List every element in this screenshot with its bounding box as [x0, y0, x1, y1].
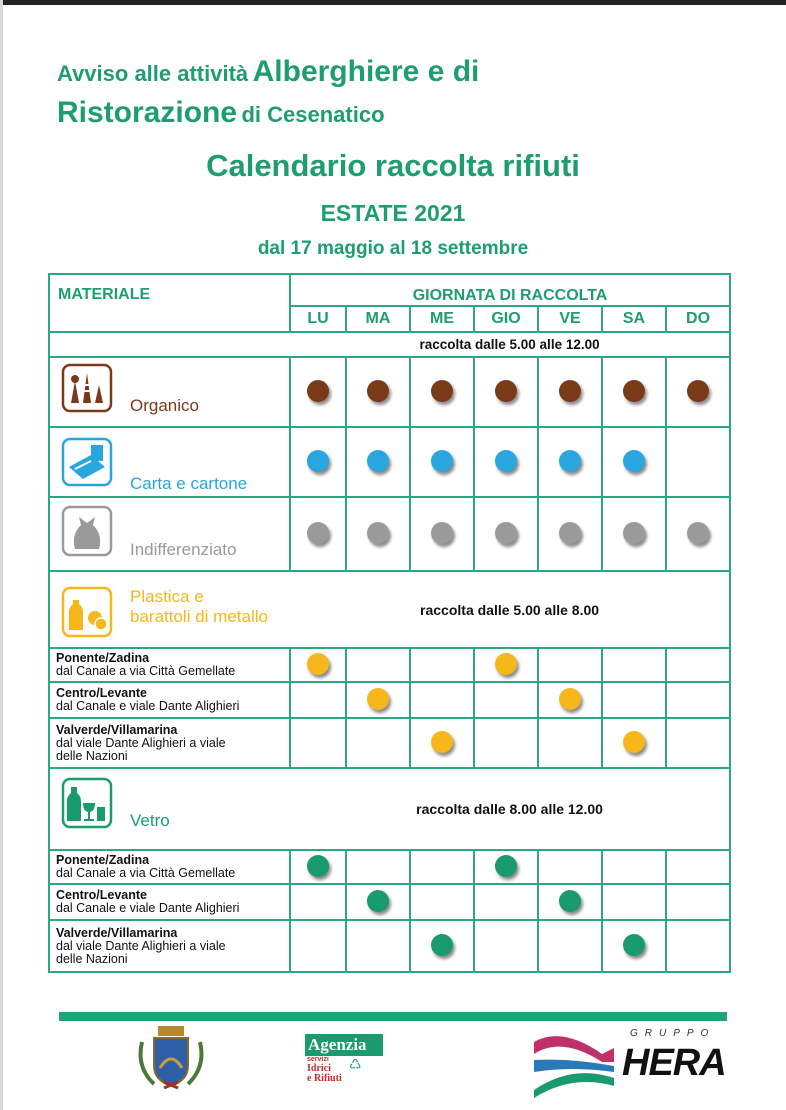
paper-dot — [623, 450, 645, 472]
organic-label: Organico — [130, 396, 199, 415]
zone-name: Centro/Levante — [56, 888, 147, 902]
day-header: MA — [346, 306, 410, 332]
intro-heading: Avviso alle attività Alberghiere e di Ristorazione di Cesenatico — [57, 55, 480, 129]
zone-name: Centro/Levante — [56, 686, 147, 700]
page-title: Calendario raccolta rifiuti — [206, 148, 580, 183]
recycle-icon: ♺ — [349, 1056, 362, 1072]
plastic-label: Plastica e barattoli di metallo — [130, 587, 268, 626]
zone-desc: dal Canale e viale Dante Alighieri — [56, 699, 240, 713]
day-header: DO — [666, 306, 730, 332]
organic-dot — [307, 380, 329, 402]
plastic-waste-icon — [61, 586, 113, 641]
hera-logo — [532, 1028, 726, 1098]
collection-day-header: GIORNATA DI RACCOLTA — [290, 274, 730, 306]
paper-dot — [367, 450, 389, 472]
organic-waste-icon — [61, 363, 113, 416]
glass-waste-icon — [61, 777, 113, 832]
zone-desc: dal Canale a via Città Gemellate — [56, 866, 236, 880]
plastic-zone-dot — [431, 731, 453, 753]
glass-zone-row — [49, 920, 730, 972]
paper-dot — [431, 450, 453, 472]
day-header: LU — [290, 306, 346, 332]
residual-dot — [307, 522, 329, 544]
organic-material-cell — [49, 357, 290, 427]
zone-name: Ponente/Zadina — [56, 853, 150, 867]
plastic-zone-row — [49, 648, 730, 682]
season-label: ESTATE 2021 — [320, 200, 466, 226]
glass-zone-dot — [495, 855, 517, 877]
plastic-zone-dot — [559, 688, 581, 710]
agenzia-logo: Agenzia servizi Idrici e Rifiuti ♺ — [305, 1034, 383, 1086]
main-hours-note: raccolta dalle 5.00 alle 12.00 — [290, 332, 730, 357]
glass-row — [49, 768, 730, 850]
zone-desc: dal Canale a via Città Gemellate — [56, 664, 236, 678]
agenzia-logo-title: Agenzia — [305, 1034, 383, 1056]
day-header: ME — [410, 306, 474, 332]
zone-desc: dal viale Dante Alighieri a viale — [56, 938, 226, 953]
organic-dot — [367, 380, 389, 402]
plastic-material-cell — [49, 571, 290, 648]
organic-dot — [623, 380, 645, 402]
paper-dot — [495, 450, 517, 472]
zone-name: Ponente/Zadina — [56, 651, 150, 665]
zone-desc: dal viale Dante Alighieri a viale — [56, 735, 226, 750]
zone-name: Valverde/Villamarina — [56, 925, 178, 940]
plastic-hours-note: raccolta dalle 5.00 alle 8.00 — [290, 571, 730, 648]
residual-dot — [367, 522, 389, 544]
organic-dot — [495, 380, 517, 402]
zone-desc: delle Nazioni — [56, 748, 128, 763]
paper-label: Carta e cartone — [130, 474, 248, 493]
plastic-row — [49, 571, 730, 648]
residual-label: Indifferenziato — [130, 540, 237, 559]
glass-zone-dot — [623, 934, 645, 956]
glass-zone-row — [49, 850, 730, 884]
residual-dot — [623, 522, 645, 544]
organic-dot — [559, 380, 581, 402]
plastic-zone-dot — [623, 731, 645, 753]
paper-material-cell — [49, 427, 290, 497]
plastic-zone-dot — [307, 653, 329, 675]
organic-dot — [431, 380, 453, 402]
residual-dot — [431, 522, 453, 544]
plastic-zone-dot — [495, 653, 517, 675]
organic-dot — [687, 380, 709, 402]
top-bar — [0, 0, 786, 5]
residual-dot — [687, 522, 709, 544]
zone-desc: dal Canale e viale Dante Alighieri — [56, 901, 240, 915]
paper-waste-icon — [61, 437, 113, 490]
glass-zone-dot — [559, 890, 581, 912]
day-header: VE — [538, 306, 602, 332]
paper-row — [49, 427, 730, 497]
day-header: SA — [602, 306, 666, 332]
zone-name: Valverde/Villamarina — [56, 722, 178, 737]
hera-group-label: GRUPPO — [630, 1028, 716, 1039]
material-header: MATERIALE — [49, 274, 290, 332]
plastic-zone-row — [49, 718, 730, 768]
residual-row — [49, 497, 730, 571]
collection-calendar-table — [48, 273, 731, 973]
glass-material-cell — [49, 768, 290, 850]
paper-dot — [559, 450, 581, 472]
residual-dot — [559, 522, 581, 544]
plastic-zone-dot — [367, 688, 389, 710]
period-label: dal 17 maggio al 18 settembre — [257, 238, 529, 259]
glass-zone-dot — [307, 855, 329, 877]
day-header: GIO — [474, 306, 538, 332]
plastic-zone-row — [49, 682, 730, 718]
cesenatico-coat-of-arms-logo — [134, 1022, 208, 1099]
hera-brand-name: HERA — [622, 1042, 726, 1084]
glass-label: Vetro — [130, 811, 170, 830]
residual-material-cell — [49, 497, 290, 571]
residual-waste-icon — [61, 505, 113, 560]
residual-dot — [495, 522, 517, 544]
zone-desc: delle Nazioni — [56, 951, 128, 966]
glass-hours-note: raccolta dalle 8.00 alle 12.00 — [290, 768, 730, 850]
glass-zone-dot — [431, 934, 453, 956]
glass-zone-row — [49, 884, 730, 920]
glass-zone-dot — [367, 890, 389, 912]
footer-divider — [59, 1012, 727, 1021]
paper-dot — [307, 450, 329, 472]
organic-row — [49, 357, 730, 427]
